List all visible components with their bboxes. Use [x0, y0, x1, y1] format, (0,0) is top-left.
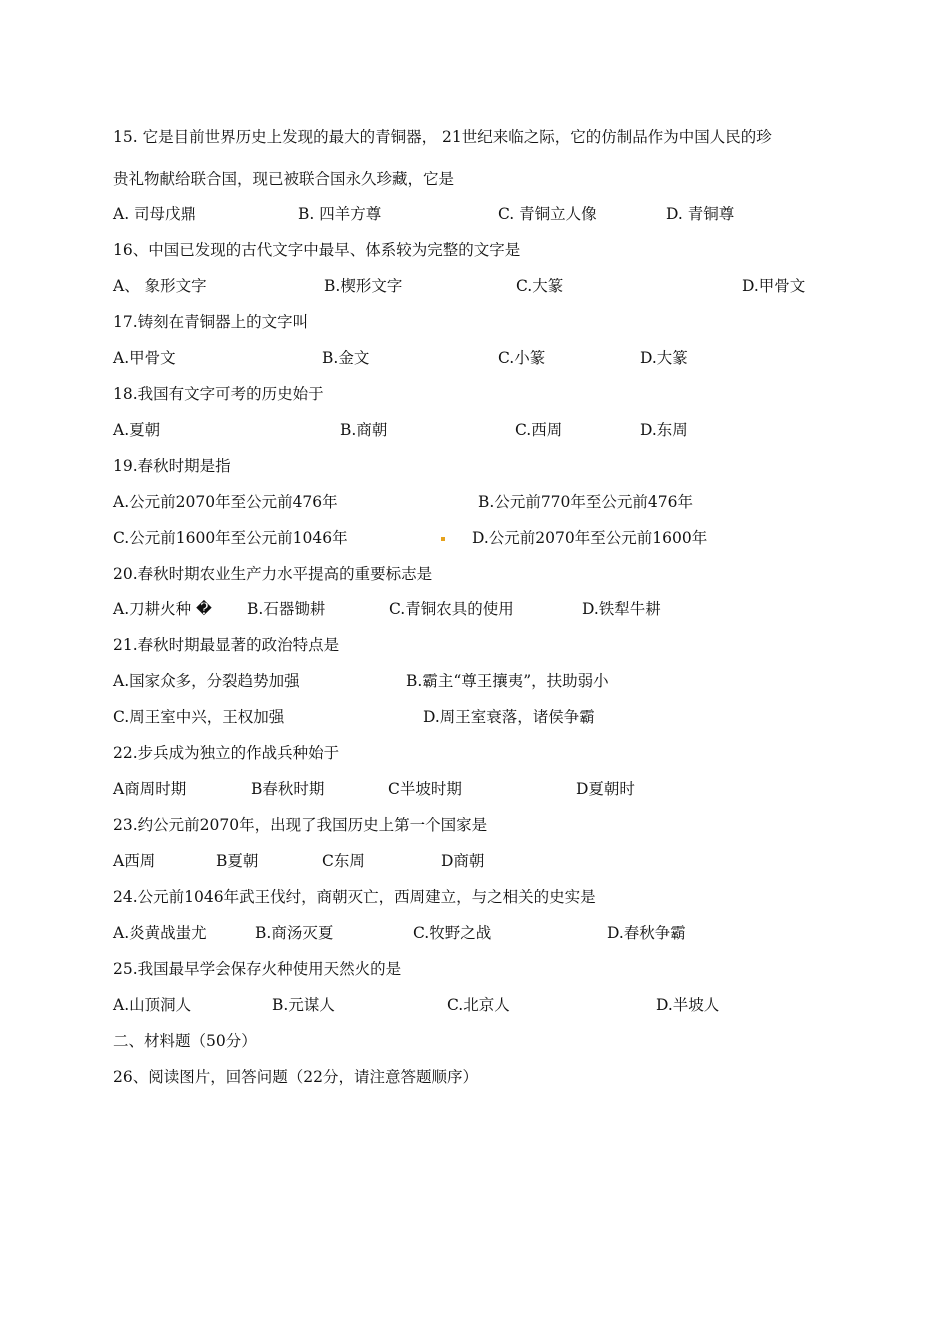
option-d: D.公元前2070年至公元前1600年 [472, 529, 708, 547]
option-b: B. 四羊方尊 [298, 205, 382, 223]
option-c: C.大篆 [516, 277, 564, 295]
option-c: C.西周 [515, 421, 563, 439]
option-c: C.北京人 [447, 996, 510, 1014]
option-a: A.甲骨文 [113, 349, 176, 367]
option-a: A.山顶洞人 [113, 996, 192, 1014]
option-d: D夏朝时 [576, 780, 635, 798]
option-b: B.商朝 [340, 421, 388, 439]
option-a: A.国家众多，分裂趋势加强 [113, 672, 300, 690]
option-d: D商朝 [441, 852, 485, 870]
option-b: B.金文 [322, 349, 370, 367]
option-c: C东周 [322, 852, 365, 870]
option-d: D.东周 [640, 421, 688, 439]
option-c: C.周王室中兴，王权加强 [113, 708, 285, 726]
option-a: A.夏朝 [113, 421, 161, 439]
question-21-stem: 21.春秋时期最显著的政治特点是 [113, 636, 340, 654]
option-b: B.楔形文字 [324, 277, 403, 295]
question-23-stem: 23.约公元前2070年，出现了我国历史上第一个国家是 [113, 816, 488, 834]
option-c: C.青铜农具的使用 [389, 600, 514, 618]
option-a: A商周时期 [113, 780, 187, 798]
option-a: A.公元前2070年至公元前476年 [113, 493, 338, 511]
option-d: D.铁犁牛耕 [582, 600, 661, 618]
question-15-stem-line-2: 贵礼物献给联合国，现已被联合国永久珍藏，它是 [113, 170, 455, 188]
question-18-stem: 18.我国有文字可考的历史始于 [113, 385, 324, 403]
option-c: C.小篆 [498, 349, 546, 367]
option-b: B.公元前770年至公元前476年 [478, 493, 693, 511]
question-20-stem: 20.春秋时期农业生产力水平提高的重要标志是 [113, 565, 433, 583]
option-b: B夏朝 [216, 852, 259, 870]
question-17-stem: 17.铸刻在青铜器上的文字叫 [113, 313, 309, 331]
option-b: B.石器锄耕 [247, 600, 326, 618]
option-c: C.公元前1600年至公元前1046年 [113, 529, 348, 547]
question-26-stem: 26、阅读图片，回答问题（22分，请注意答题顺序） [113, 1068, 478, 1086]
question-24-stem: 24.公元前1046年武王伐纣，商朝灭亡，西周建立，与之相关的史实是 [113, 888, 596, 906]
option-d: D.春秋争霸 [607, 924, 686, 942]
option-b: B春秋时期 [251, 780, 325, 798]
question-16-stem: 16、中国已发现的古代文字中最早、体系较为完整的文字是 [113, 241, 521, 259]
question-15-stem-line-1: 15. 它是目前世界历史上发现的最大的青铜器， 21世纪来临之际，它的仿制品作为中国人民的珍 [113, 128, 772, 146]
option-c: C. 青铜立人像 [498, 205, 597, 223]
option-b: B.霸主“尊王攘夷”，扶助弱小 [406, 672, 609, 690]
option-b: B.商汤灭夏 [255, 924, 334, 942]
option-b: B.元谋人 [272, 996, 335, 1014]
option-c: C半坡时期 [388, 780, 462, 798]
option-d: D.甲骨文 [742, 277, 806, 295]
option-a: A西周 [113, 852, 156, 870]
stray-mark [441, 537, 445, 541]
option-a: A.炎黄战蚩尤 [113, 924, 207, 942]
option-d: D.大篆 [640, 349, 688, 367]
question-25-stem: 25.我国最早学会保存火种使用天然火的是 [113, 960, 402, 978]
option-c: C.牧野之战 [413, 924, 492, 942]
option-d: D.半坡人 [656, 996, 720, 1014]
question-22-stem: 22.步兵成为独立的作战兵种始于 [113, 744, 340, 762]
option-d: D.周王室衰落，诸侯争霸 [423, 708, 595, 726]
question-19-stem: 19.春秋时期是指 [113, 457, 231, 475]
option-a: A. 司母戊鼎 [113, 205, 197, 223]
option-a: A.刀耕火种 � [113, 600, 212, 618]
option-a: A、 象形文字 [113, 277, 207, 295]
section-2-title: 二、材料题（50分） [113, 1032, 257, 1050]
option-d: D. 青铜尊 [666, 205, 735, 223]
